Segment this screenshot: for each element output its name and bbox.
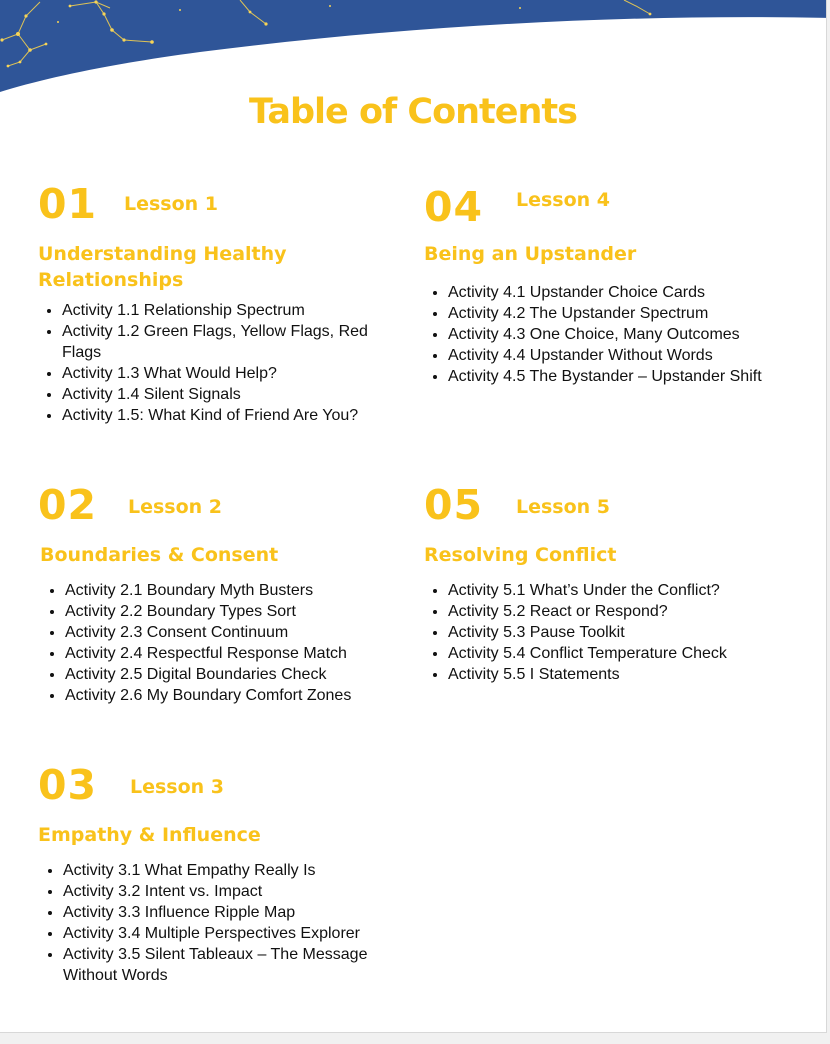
activity-list bbox=[424, 580, 814, 685]
activity-item: Activity 5.1 What’s Under the Conflict? bbox=[448, 580, 814, 601]
activity-item: Activity 1.1 Relationship Spectrum bbox=[62, 300, 392, 321]
page-title: Table of Contents bbox=[248, 92, 577, 132]
activity-item: Activity 5.4 Conflict Temperature Check bbox=[448, 643, 814, 664]
activity-item: Activity 1.2 Green Flags, Yellow Flags, Red Flags bbox=[62, 321, 392, 363]
lesson-section-5 bbox=[424, 481, 814, 701]
section-number: 03 bbox=[38, 761, 98, 809]
activity-item: Activity 2.2 Boundary Types Sort bbox=[65, 601, 405, 622]
activity-item: Activity 2.5 Digital Boundaries Check bbox=[65, 664, 405, 685]
section-number: 05 bbox=[424, 481, 484, 529]
activity-item: Activity 2.3 Consent Continuum bbox=[65, 622, 405, 643]
lesson-label: Lesson 3 bbox=[130, 776, 225, 798]
activity-list bbox=[38, 300, 392, 426]
activity-item: Activity 4.2 The Upstander Spectrum bbox=[448, 303, 814, 324]
lesson-label: Lesson 5 bbox=[516, 496, 611, 518]
activity-item: Activity 4.1 Upstander Choice Cards bbox=[448, 282, 814, 303]
lesson-section-4 bbox=[424, 180, 814, 400]
lesson-heading: Empathy & Influence bbox=[38, 824, 261, 846]
activity-item: Activity 2.1 Boundary Myth Busters bbox=[65, 580, 405, 601]
lesson-heading: Being an Upstander bbox=[424, 243, 637, 265]
activity-item: Activity 4.5 The Bystander – Upstander Shift bbox=[448, 366, 814, 387]
activity-item: Activity 3.5 Silent Tableaux – The Message Without Words bbox=[63, 944, 413, 986]
activity-item: Activity 5.5 I Statements bbox=[448, 664, 814, 685]
activity-list bbox=[39, 860, 413, 986]
section-number: 02 bbox=[38, 481, 98, 529]
section-number: 01 bbox=[38, 180, 98, 228]
activity-item: Activity 4.3 One Choice, Many Outcomes bbox=[448, 324, 814, 345]
activity-item: Activity 2.4 Respectful Response Match bbox=[65, 643, 405, 664]
lesson-label: Lesson 1 bbox=[124, 193, 219, 215]
activity-item: Activity 1.5: What Kind of Friend Are You? bbox=[62, 405, 392, 426]
activity-item: Activity 1.4 Silent Signals bbox=[62, 384, 392, 405]
activity-item: Activity 3.4 Multiple Perspectives Explorer bbox=[63, 923, 413, 944]
activity-list bbox=[424, 282, 814, 387]
lesson-heading: Resolving Conflict bbox=[424, 544, 617, 566]
activity-item: Activity 3.1 What Empathy Really Is bbox=[63, 860, 413, 881]
starry-banner-decoration bbox=[0, 0, 827, 100]
activity-item: Activity 4.4 Upstander Without Words bbox=[448, 345, 814, 366]
activity-item: Activity 5.3 Pause Toolkit bbox=[448, 622, 814, 643]
section-number: 04 bbox=[424, 183, 484, 231]
activity-item: Activity 3.3 Influence Ripple Map bbox=[63, 902, 413, 923]
activity-item: Activity 5.2 React or Respond? bbox=[448, 601, 814, 622]
lesson-section-3 bbox=[38, 761, 408, 1001]
activity-list bbox=[41, 580, 405, 706]
lesson-heading: Boundaries & Consent bbox=[40, 544, 279, 566]
activity-item: Activity 2.6 My Boundary Comfort Zones bbox=[65, 685, 405, 706]
lesson-section-2 bbox=[38, 481, 408, 711]
activity-item: Activity 1.3 What Would Help? bbox=[62, 363, 392, 384]
activity-item: Activity 3.2 Intent vs. Impact bbox=[63, 881, 413, 902]
lesson-section-1 bbox=[38, 180, 408, 430]
lesson-label: Lesson 2 bbox=[128, 496, 223, 518]
lesson-label: Lesson 4 bbox=[516, 189, 611, 211]
lesson-heading: Understanding Healthy Relationships bbox=[38, 243, 287, 291]
